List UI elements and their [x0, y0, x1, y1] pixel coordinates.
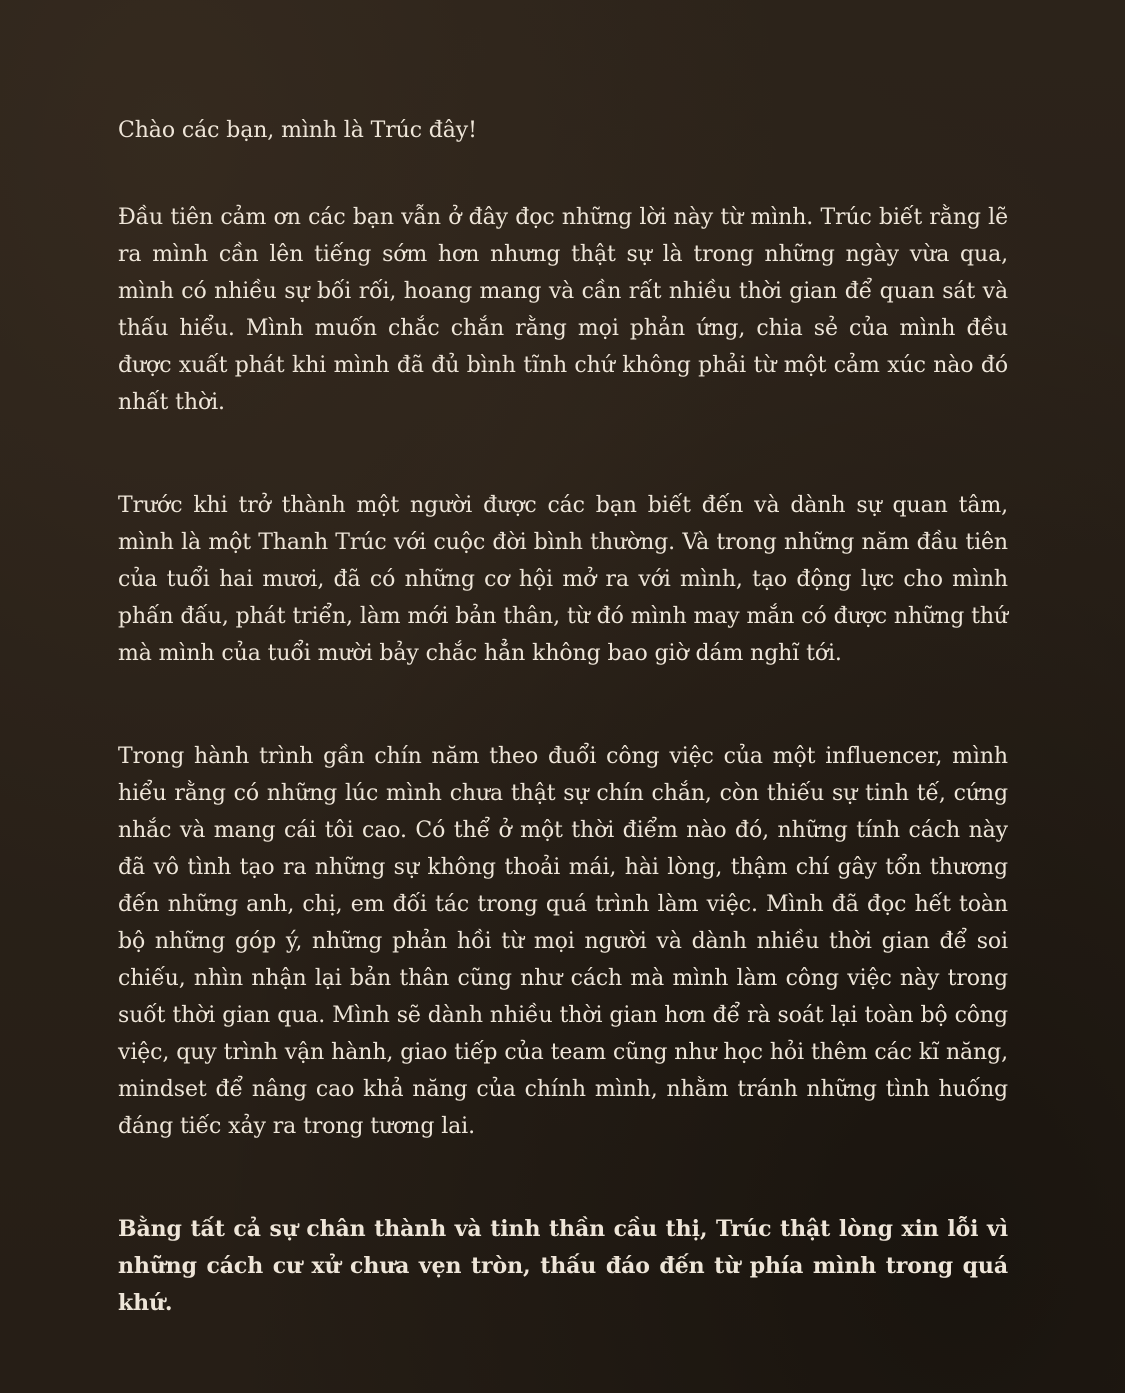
letter-greeting: Chào các bạn, mình là Trúc đây! — [118, 118, 477, 143]
letter-paragraph-background: Trước khi trở thành một người được các bạn biết đến và dành sự quan tâm, mình là một Thanh Trúc với cuộc đời bình thường. Và trong những năm đầu tiên của tuổi hai mươi, đã có những cơ hội mở ra với mình, tạo động lực cho mình phấn đấu, phát triển, làm mới bản thân, từ đó mình may mắn có được những thứ mà mình của tuổi mười bảy chắc hẳn không bao giờ dám nghĩ tới. — [118, 493, 1008, 666]
letter-paragraph-reflection: Trong hành trình gần chín năm theo đuổi công việc của một influencer, mình hiểu rằng có những lúc mình chưa thật sự chín chắn, còn thiếu sự tinh tế, cứng nhắc và mang cái tôi cao. Có thể ở một thời điểm nào đó, những tính cách này đã vô tình tạo ra những sự không thoải mái, hài lòng, thậm chí gây tổn thương đến những anh, chị, em đối tác trong quá trình làm việc. Mình đã đọc hết toàn bộ những góp ý, những phản hồi từ mọi người và dành nhiều thời gian để soi chiếu, nhìn nhận lại bản thân cũng như cách mà mình làm công việc này trong suốt thời gian qua. Mình sẽ dành nhiều thời gian hơn để rà soát lại toàn bộ công việc, quy trình vận hành, giao tiếp của team cũng như học hỏi thêm các kĩ năng, mindset để nâng cao khả năng của chính mình, nhằm tránh những tình huống đáng tiếc xảy ra trong tương lai. — [118, 744, 1008, 1139]
apology-letter — [118, 112, 1008, 1322]
letter-paragraph-gratitude: Đầu tiên cảm ơn các bạn vẫn ở đây đọc những lời này từ mình. Trúc biết rằng lẽ ra mình cần lên tiếng sớm hơn nhưng thật sự là trong những ngày vừa qua, mình có nhiều sự bối rối, hoang mang và cần rất nhiều thời gian để quan sát và thấu hiểu. Mình muốn chắc chắn rằng mọi phản ứng, chia sẻ của mình đều được xuất phát khi mình đã đủ bình tĩnh chứ không phải từ một cảm xúc nào đó nhất thời. — [118, 205, 1008, 415]
letter-closing-apology: Bằng tất cả sự chân thành và tinh thần cầu thị, Trúc thật lòng xin lỗi vì những cách cư xử chưa vẹn tròn, thấu đáo đến từ phía mình trong quá khứ. — [118, 1216, 1008, 1316]
